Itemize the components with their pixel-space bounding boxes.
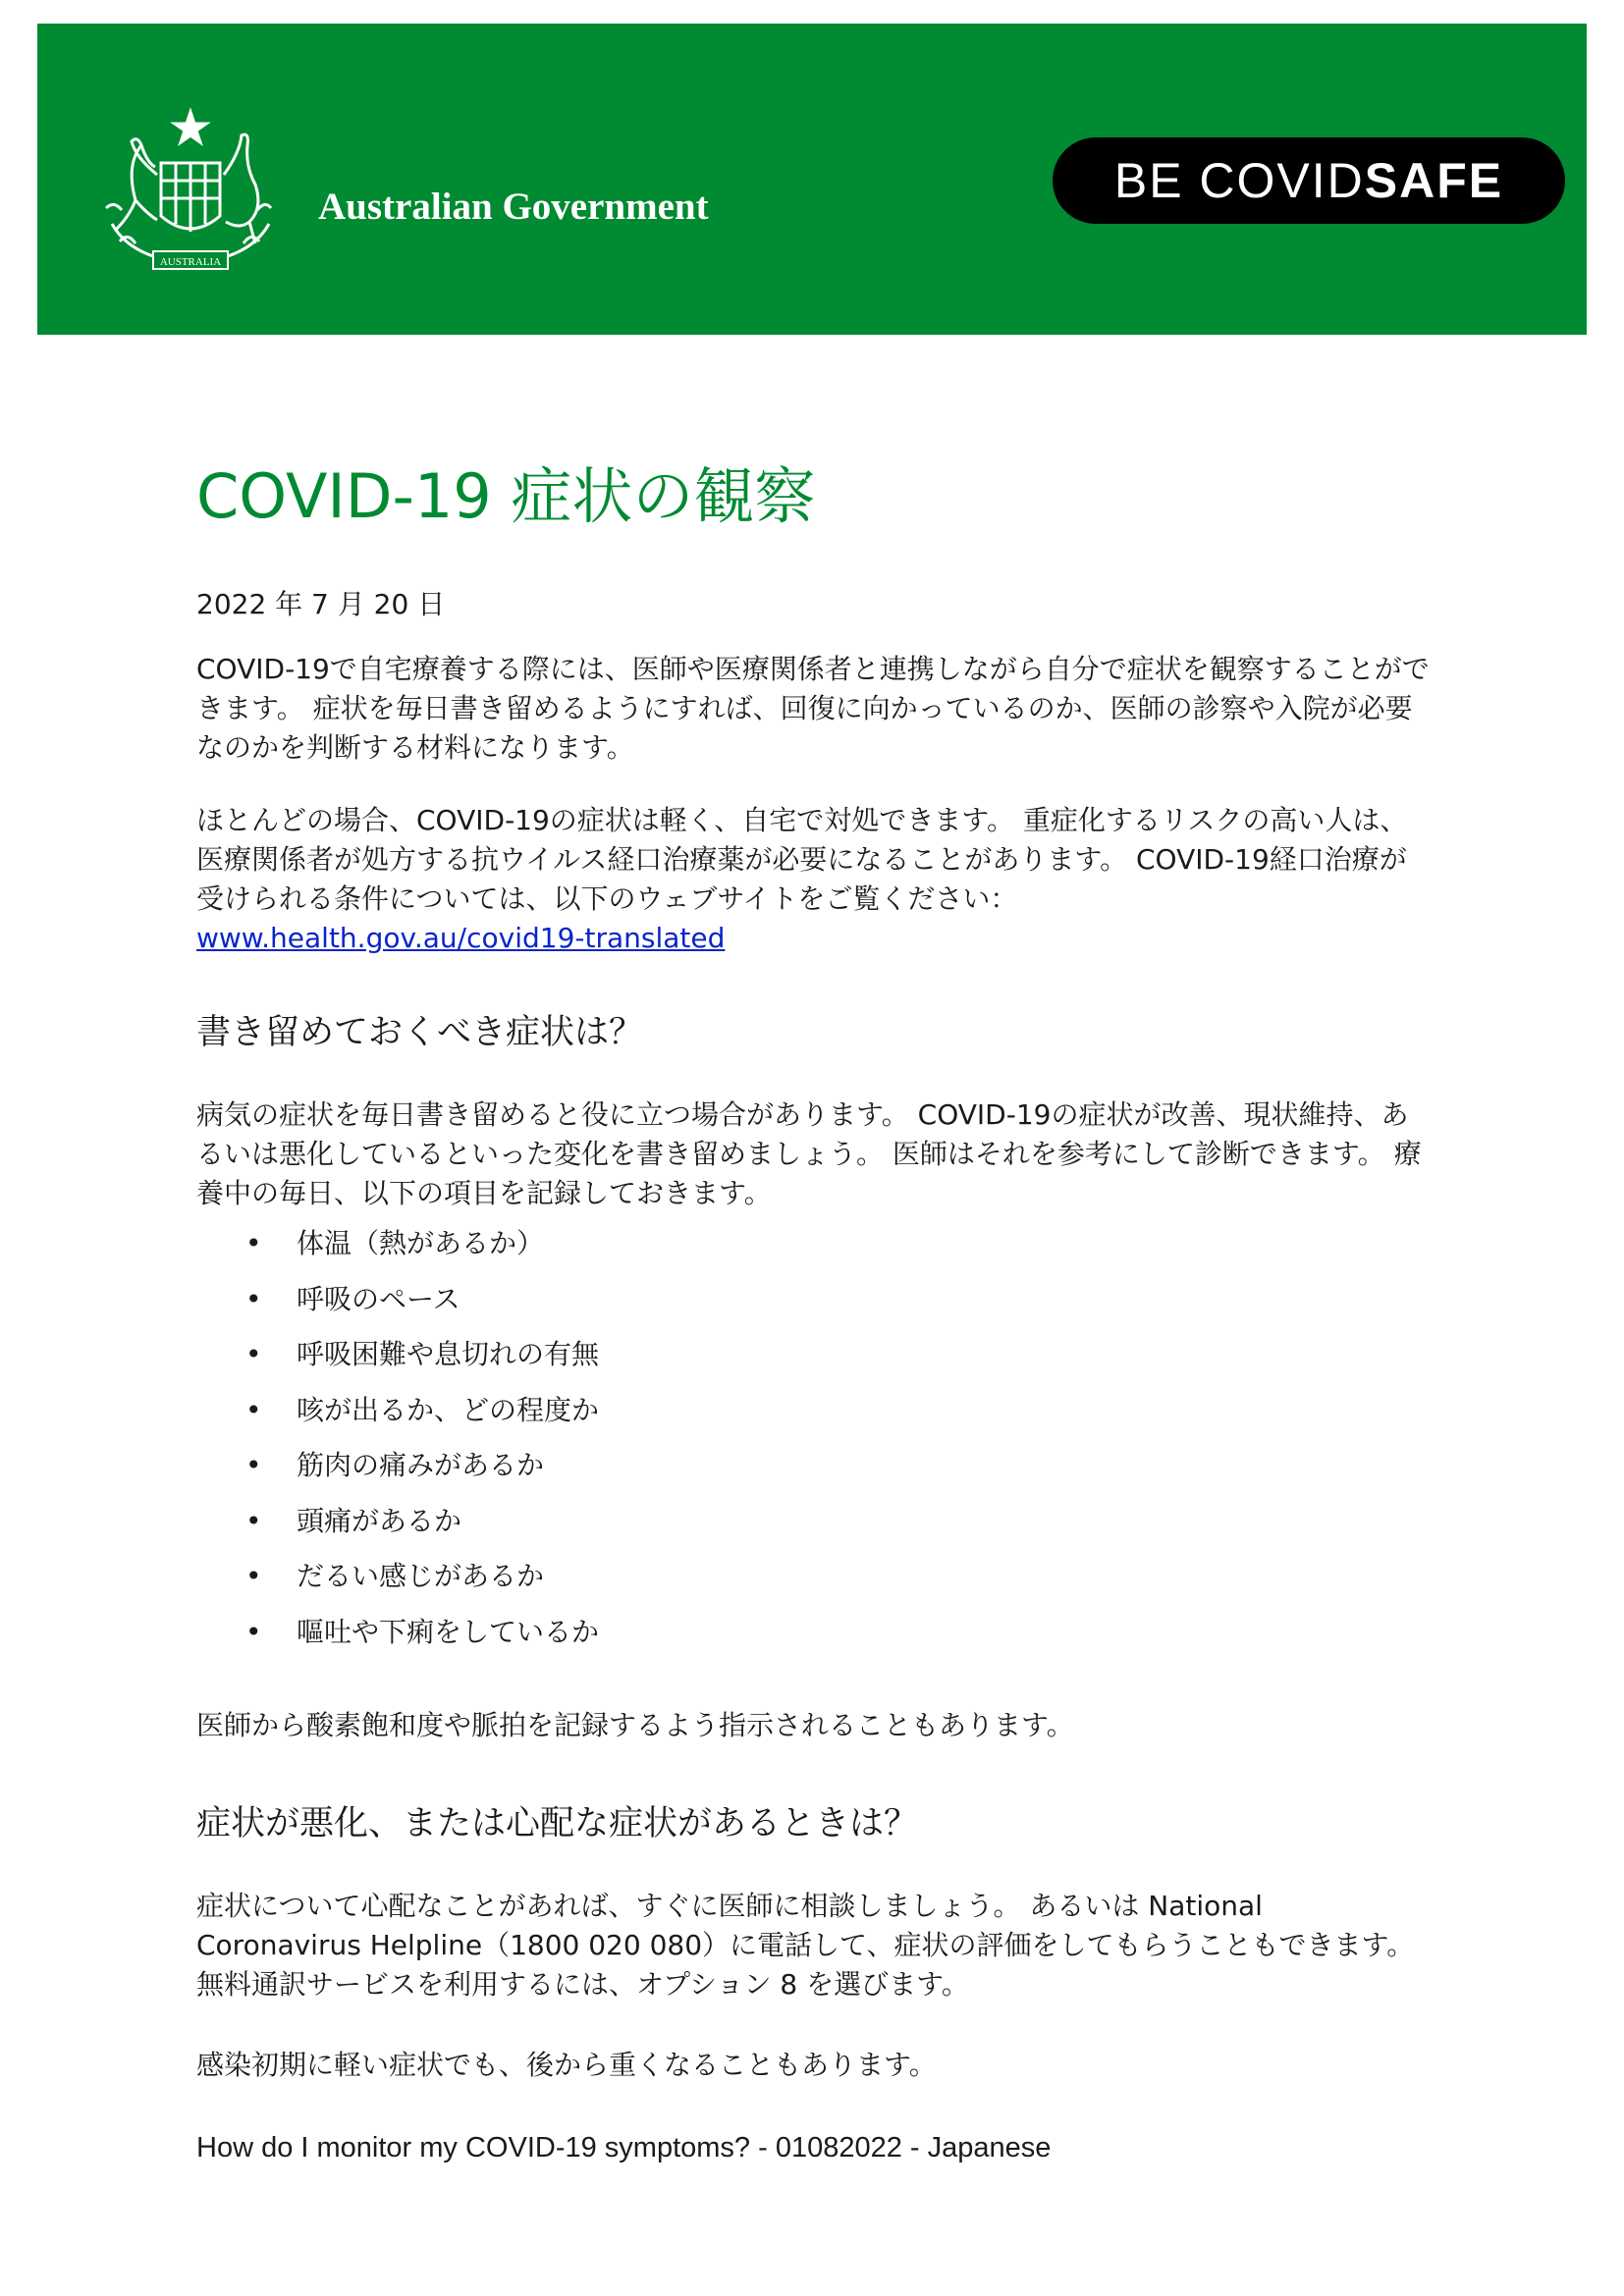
page-title: COVID-19 症状の観察 [196, 460, 816, 532]
list-item: • 体温（熱があるか） [196, 1224, 599, 1280]
list-item: • 嘔吐や下痢をしているか [196, 1613, 599, 1669]
coat-of-arms-icon [92, 106, 289, 285]
be-covidsafe-badge [1053, 137, 1565, 224]
section-heading-worsening: 症状が悪化、または心配な症状があるときは？ [196, 1804, 919, 1843]
helpline-paragraph: 症状について心配なことがあれば、すぐに医師に相談しましょう。 あるいは National Coronavirus Helpline（1800 020 080）に電話して、症状の評価をしてもらうこともできます。 無料通訳サービスを利用するには、オプション 8 を選びます。 [196, 1890, 1415, 2001]
document-footer: How do I monitor my COVID-19 symptoms? - 01082022 - Japanese [196, 2132, 1052, 2163]
list-item: • だるい感じがあるか [196, 1557, 599, 1613]
symptom-list [196, 1224, 599, 1668]
symptoms-paragraph: 病気の症状を毎日書き留めると役に立つ場合があります。 COVID-19の症状が改善、現状維持、あるいは悪化しているといった変化を書き留めましょう。 医師はそれを参考にして診断できます。 療養中の毎日、以下の項目を記録しておきます。 [196, 1098, 1422, 1209]
badge-text-regular: BE COVID [1113, 153, 1365, 208]
intro-paragraph-1: COVID-19で自宅療養する際には、医師や医療関係者と連携しながら自分で症状を観察することができます。 症状を毎日書き留めるようにすれば、回復に向かっているのか、医師の診察や入院が必要なのかを判断する材料になります。 [196, 653, 1430, 764]
government-name: Australian Government [318, 186, 709, 228]
section-heading-symptoms: 書き留めておくべき症状は？ [196, 1013, 644, 1052]
oxygen-pulse-note: 医師から酸素飽和度や脈拍を記録するよう指示されることもあります。 [196, 1709, 1074, 1741]
intro-paragraph-2 [196, 801, 1434, 958]
header-banner [37, 24, 1587, 335]
list-item: • 頭痛があるか [196, 1502, 599, 1558]
early-symptoms-note: 感染初期に軽い症状でも、後から重くなることもあります。 [196, 2049, 937, 2081]
badge-text-bold: SAFE [1364, 153, 1504, 208]
translated-resources-link[interactable]: www.health.gov.au/covid19-translated [196, 922, 726, 954]
list-item: • 呼吸困難や息切れの有無 [196, 1335, 599, 1391]
crest-label: AUSTRALIA [159, 256, 222, 268]
list-item: • 呼吸のペース [196, 1280, 599, 1336]
publication-date: 2022 年 7 月 20 日 [196, 588, 446, 620]
list-item: • 筋肉の痛みがあるか [196, 1446, 599, 1502]
intro-paragraph-2-text: ほとんどの場合、COVID-19の症状は軽く、自宅で対処できます。 重症化するリスクの高い人は、医療関係者が処方する抗ウイルス経口治療薬が必要になることがあります。 COVID-19経口治療が受けられる条件については、以下のウェブサイトをご覧ください： [196, 804, 1408, 915]
list-item: • 咳が出るか、どの程度か [196, 1391, 599, 1447]
